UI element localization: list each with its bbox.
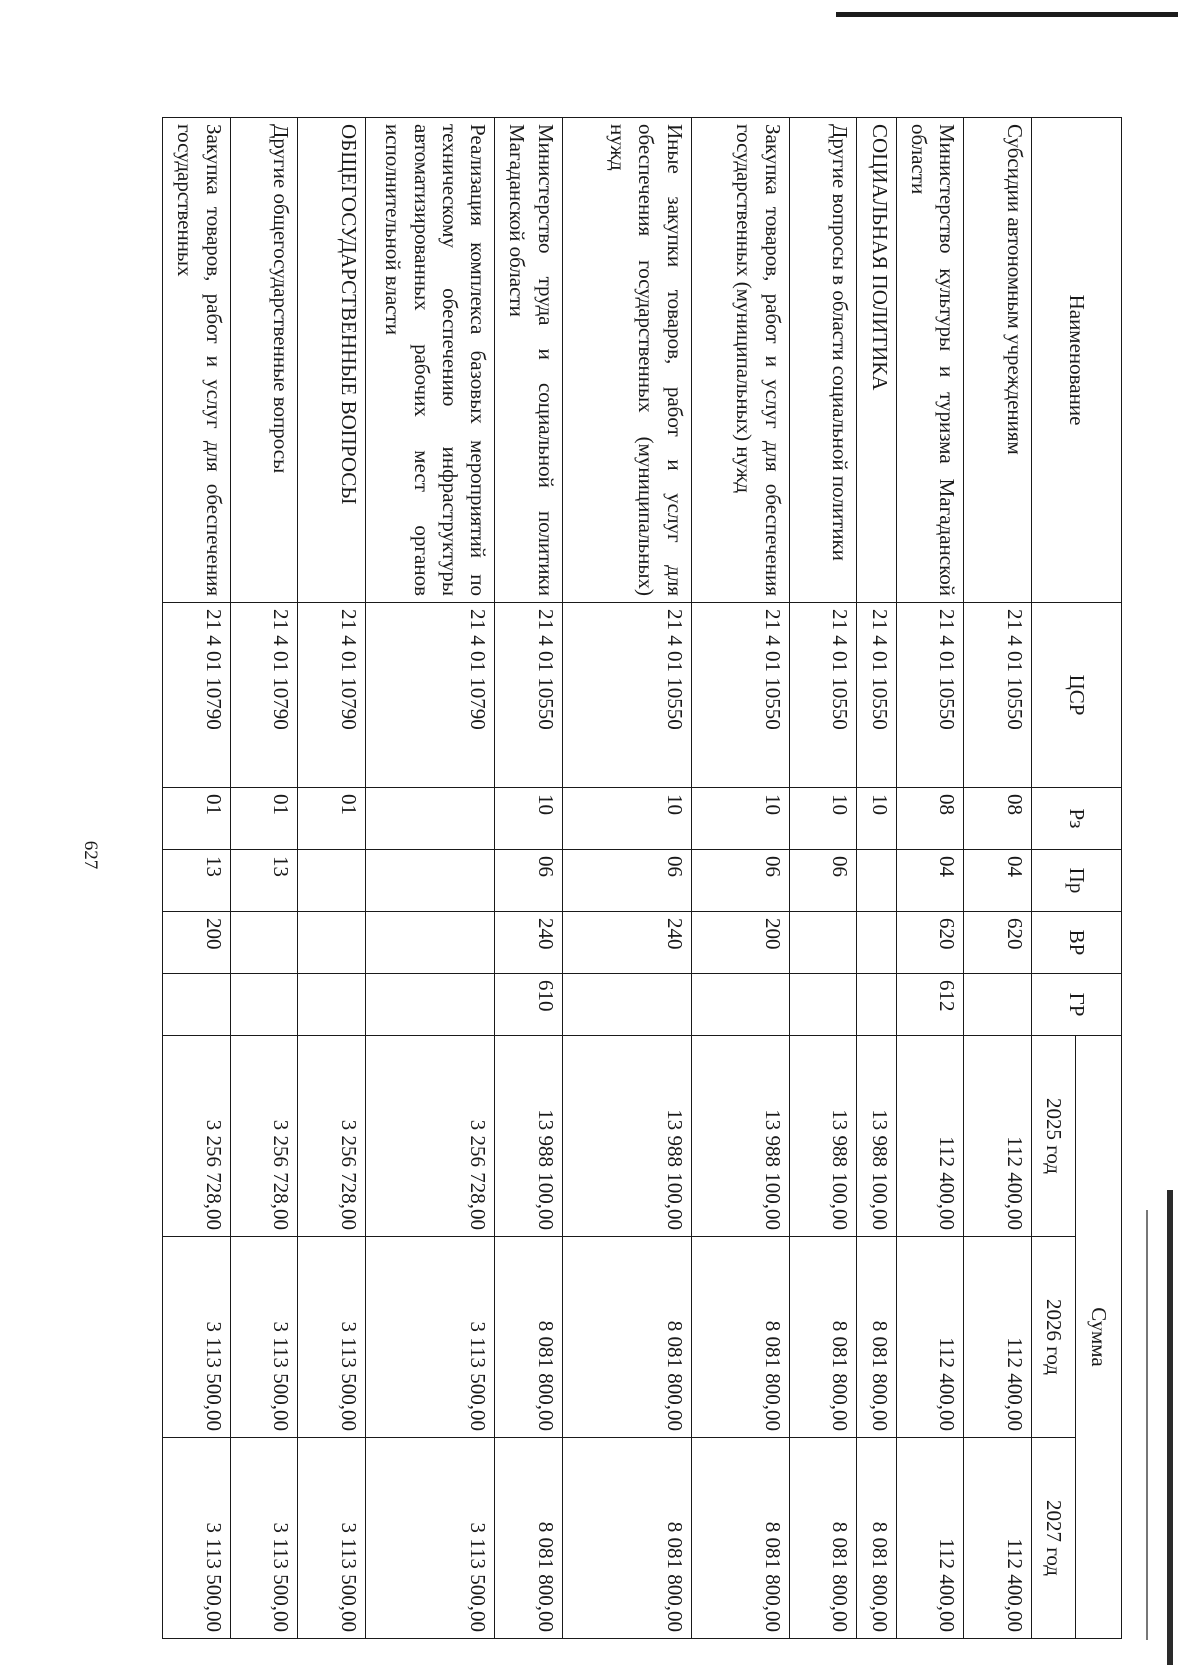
row-rz: 01 [163,788,231,850]
row-gr [366,974,495,1036]
row-gr [789,974,857,1036]
row-y2026: 8 081 800,00 [691,1237,789,1438]
row-name: Министерство труда и социальной политики Магаданской области [495,118,563,603]
header-gr: ГР [1032,974,1122,1036]
row-gr [857,974,896,1036]
row-name: Иные закупки товаров, работ и услуг для обеспечения государственных (муниципальных) нужд [562,118,691,603]
table-row [691,118,789,1639]
row-rz: 10 [562,788,691,850]
row-rz: 10 [789,788,857,850]
row-rz: 08 [964,788,1032,850]
row-name: СОЦИАЛЬНАЯ ПОЛИТИКА [857,118,896,603]
row-gr [691,974,789,1036]
row-pr: 06 [495,850,563,912]
row-rz: 10 [495,788,563,850]
row-name: ОБЩЕГОСУДАРСТВЕННЫЕ ВОПРОСЫ [298,118,366,603]
budget-table [162,117,1122,1639]
row-pr: 13 [230,850,298,912]
row-gr: 612 [896,974,964,1036]
header-name: Наименование [1032,118,1122,603]
row-pr: 04 [896,850,964,912]
header-csr: ЦСР [1032,603,1122,788]
row-gr [964,974,1032,1036]
row-name: Закупка товаров, работ и услуг для обеспечения государственных (муниципальных) нужд [691,118,789,603]
row-csr: 21 4 01 10550 [789,603,857,788]
row-y2027: 8 081 800,00 [789,1438,857,1639]
rotated-table-container [162,117,1122,1637]
row-vr [298,912,366,974]
row-y2026: 8 081 800,00 [562,1237,691,1438]
scan-edge-line [1146,1210,1148,1640]
row-name: Субсидии автономным учреждениям [964,118,1032,603]
row-y2025: 13 988 100,00 [562,1036,691,1237]
page-number-container [70,835,110,875]
row-rz: 08 [896,788,964,850]
row-pr: 06 [789,850,857,912]
row-y2027: 8 081 800,00 [691,1438,789,1639]
table-row [964,118,1032,1639]
row-y2026: 8 081 800,00 [857,1237,896,1438]
row-rz: 10 [691,788,789,850]
row-gr [163,974,231,1036]
page-number: 627 [80,840,101,870]
row-y2026: 3 113 500,00 [298,1237,366,1438]
row-y2026: 3 113 500,00 [163,1237,231,1438]
row-y2027: 8 081 800,00 [495,1438,563,1639]
header-year-2027: 2027 год [1032,1438,1076,1639]
row-gr: 610 [495,974,563,1036]
row-csr: 21 4 01 10790 [163,603,231,788]
row-y2027: 112 400,00 [964,1438,1032,1639]
row-name: Другие вопросы в области социальной политики [789,118,857,603]
row-pr: 04 [964,850,1032,912]
header-vr: ВР [1032,912,1122,974]
row-y2025: 3 256 728,00 [298,1036,366,1237]
row-y2026: 112 400,00 [896,1237,964,1438]
top-rule-line [836,12,1178,17]
table-row [495,118,563,1639]
row-y2027: 3 113 500,00 [298,1438,366,1639]
row-y2027: 8 081 800,00 [857,1438,896,1639]
row-vr: 200 [163,912,231,974]
row-vr: 200 [691,912,789,974]
header-sum: Сумма [1076,1036,1122,1639]
row-gr [230,974,298,1036]
row-csr: 21 4 01 10790 [230,603,298,788]
header-year-2026: 2026 год [1032,1237,1076,1438]
row-y2025: 13 988 100,00 [789,1036,857,1237]
table-stage [162,117,1122,1637]
row-gr [298,974,366,1036]
row-pr: 13 [163,850,231,912]
row-y2025: 3 256 728,00 [366,1036,495,1237]
row-y2026: 112 400,00 [964,1237,1032,1438]
row-pr: 06 [691,850,789,912]
table-body [163,118,1032,1639]
row-csr: 21 4 01 10550 [495,603,563,788]
row-csr: 21 4 01 10790 [298,603,366,788]
header-rz: Рз [1032,788,1122,850]
row-vr: 620 [896,912,964,974]
table-header [1032,118,1122,1639]
row-csr: 21 4 01 10550 [562,603,691,788]
row-csr: 21 4 01 10550 [691,603,789,788]
table-row [230,118,298,1639]
row-pr [298,850,366,912]
table-row [298,118,366,1639]
row-csr: 21 4 01 10550 [964,603,1032,788]
row-pr [857,850,896,912]
row-vr: 620 [964,912,1032,974]
row-vr [366,912,495,974]
row-csr: 21 4 01 10550 [896,603,964,788]
row-vr [789,912,857,974]
row-vr [857,912,896,974]
table-row [857,118,896,1639]
row-rz: 01 [230,788,298,850]
row-name: Реализация комплекса базовых мероприятий по техническому обеспечению инфраструктуры автоматизированных рабочих мест органов исполнительной власти [366,118,495,603]
row-y2027: 3 113 500,00 [230,1438,298,1639]
table-row [896,118,964,1639]
row-y2025: 3 256 728,00 [230,1036,298,1237]
row-csr: 21 4 01 10790 [366,603,495,788]
row-vr [230,912,298,974]
row-y2025: 13 988 100,00 [857,1036,896,1237]
row-rz: 01 [298,788,366,850]
table-row [789,118,857,1639]
row-pr [366,850,495,912]
row-y2026: 8 081 800,00 [495,1237,563,1438]
row-y2027: 3 113 500,00 [366,1438,495,1639]
table-row [163,118,231,1639]
row-y2025: 13 988 100,00 [495,1036,563,1237]
row-y2025: 112 400,00 [896,1036,964,1237]
row-rz [366,788,495,850]
header-pr: Пр [1032,850,1122,912]
row-y2025: 13 988 100,00 [691,1036,789,1237]
row-y2027: 3 113 500,00 [163,1438,231,1639]
scan-edge-shadow [1167,1190,1173,1665]
row-name: Министерство культуры и туризма Магаданской области [896,118,964,603]
row-y2025: 3 256 728,00 [163,1036,231,1237]
row-csr: 21 4 01 10550 [857,603,896,788]
row-y2026: 8 081 800,00 [789,1237,857,1438]
header-year-2025: 2025 год [1032,1036,1076,1237]
row-gr [562,974,691,1036]
row-y2026: 3 113 500,00 [230,1237,298,1438]
row-name: Другие общегосударственные вопросы [230,118,298,603]
row-vr: 240 [495,912,563,974]
row-y2027: 8 081 800,00 [562,1438,691,1639]
row-pr: 06 [562,850,691,912]
row-rz: 10 [857,788,896,850]
row-vr: 240 [562,912,691,974]
row-name: Закупка товаров, работ и услуг для обеспечения государственных [163,118,231,603]
table-row [562,118,691,1639]
row-y2026: 3 113 500,00 [366,1237,495,1438]
table-row [366,118,495,1639]
row-y2027: 112 400,00 [896,1438,964,1639]
row-y2025: 112 400,00 [964,1036,1032,1237]
